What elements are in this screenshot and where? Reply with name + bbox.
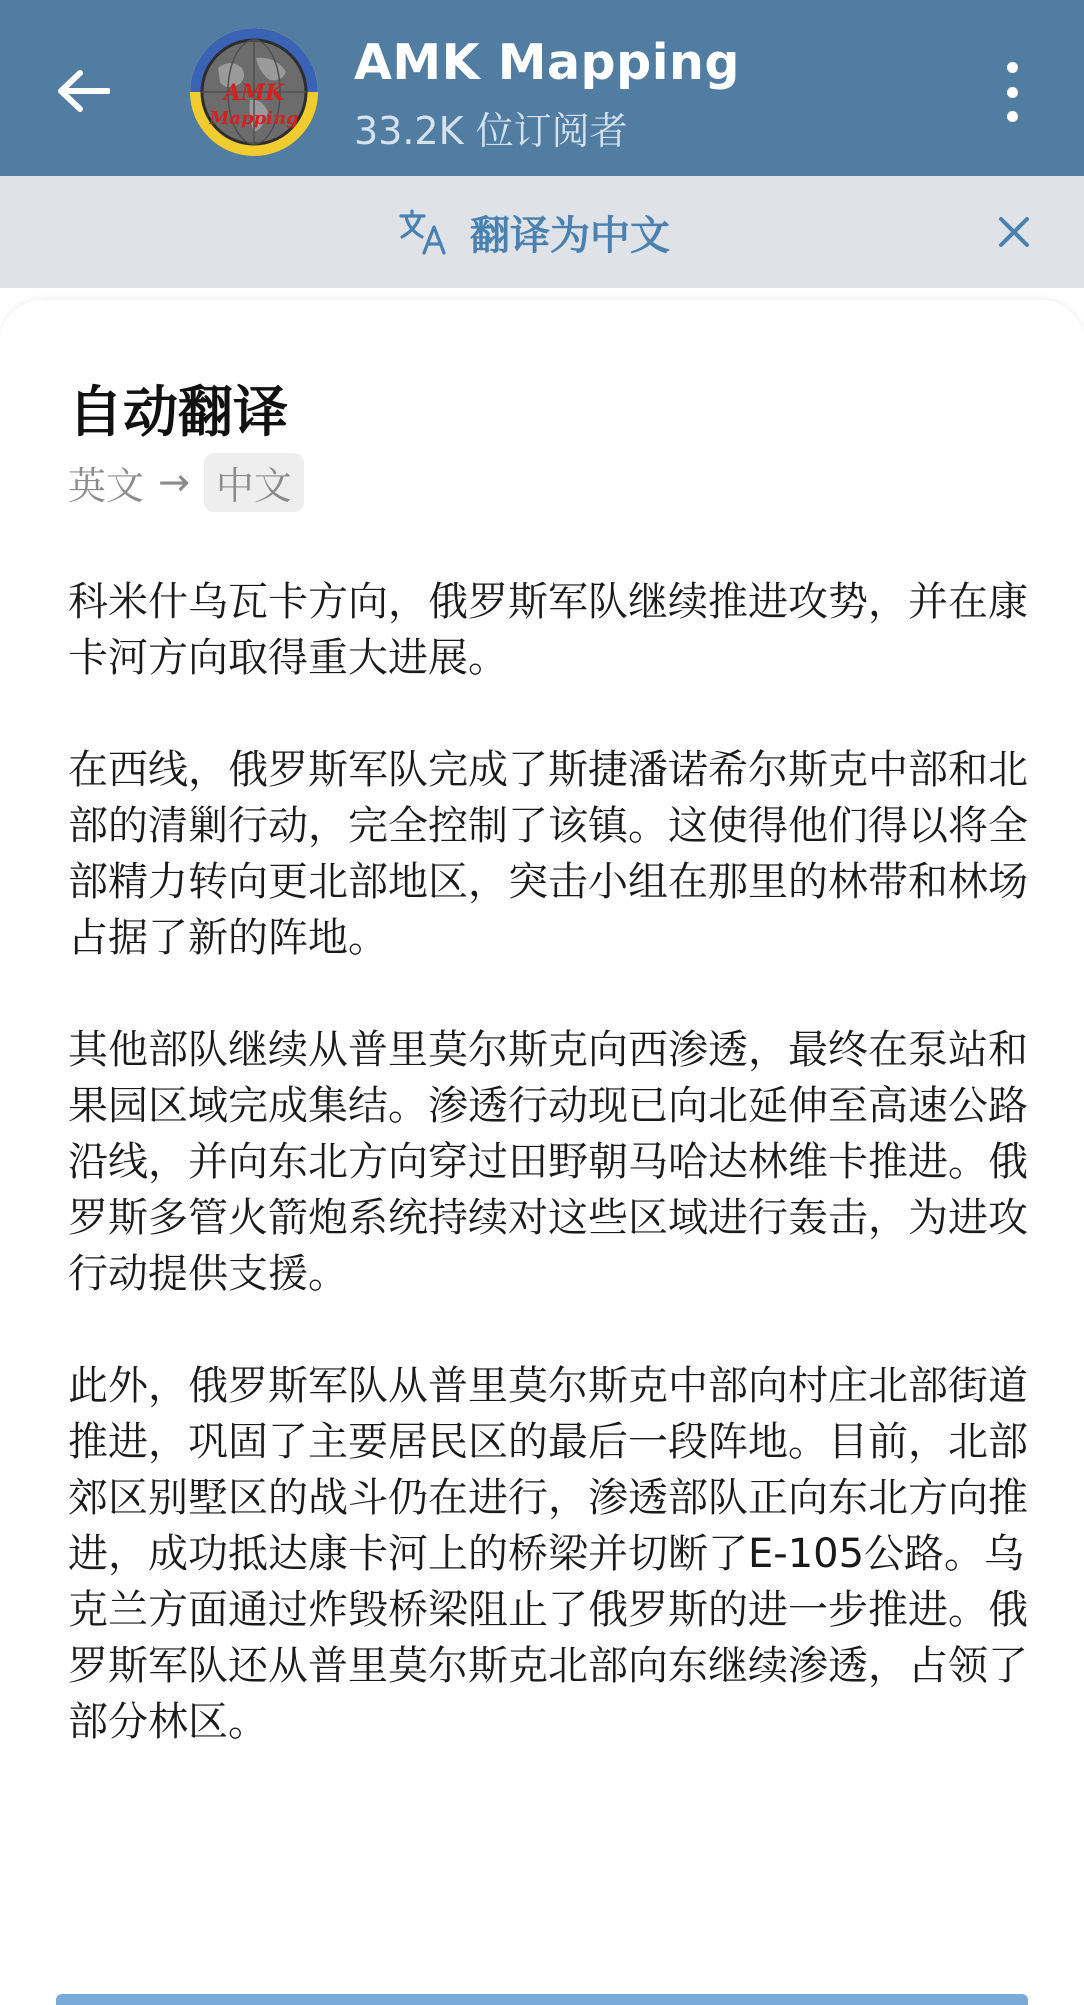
subscriber-count: 33.2K 位订阅者 <box>354 109 628 153</box>
bottom-action-edge <box>56 1994 1028 2005</box>
translated-text <box>68 574 1028 1806</box>
paragraph: 其他部队继续从普里莫尔斯克向西渗透，最终在泵站和果园区域完成集结。渗透行动现已向北延伸至高速公路沿线，并向东北方向穿过田野朝马哈达林维卡推进。俄罗斯多管火箭炮系统持续对这些区域进行轰击，为进攻行动提供支援。 <box>68 1027 1028 1297</box>
more-options-button[interactable] <box>990 62 1034 122</box>
back-button[interactable] <box>50 58 116 124</box>
svg-text:AMK: AMK <box>223 80 285 106</box>
source-language: 英文 <box>68 463 145 508</box>
sheet-title: 自动翻译 <box>68 380 289 444</box>
paragraph: 科米什乌瓦卡方向，俄罗斯军队继续推进攻势，并在康卡河方向取得重大进展。 <box>68 579 1028 681</box>
target-language[interactable]: 中文 <box>204 453 304 512</box>
close-translate-button[interactable] <box>990 208 1038 256</box>
language-selector <box>68 454 304 510</box>
more-vertical-icon <box>1007 62 1018 73</box>
close-icon <box>996 214 1032 250</box>
paragraph: 在西线，俄罗斯军队完成了斯捷潘诺希尔斯克中部和北部的清剿行动，完全控制了该镇。这使得他们得以将全部精力转向更北部地区，突击小组在那里的林带和林场占据了新的阵地。 <box>68 747 1028 961</box>
channel-title[interactable]: AMK Mapping <box>354 34 740 91</box>
arrow-left-icon <box>56 69 110 113</box>
translate-label: 翻译为中文 <box>470 212 670 259</box>
channel-header <box>0 0 1084 176</box>
channel-avatar[interactable] <box>190 28 318 156</box>
paragraph: 此外，俄罗斯军队从普里莫尔斯克中部向村庄北部街道推进，巩固了主要居民区的最后一段阵地。目前，北部郊区别墅区的战斗仍在进行，渗透部队正向东北方向推进，成功抵达康卡河上的桥梁并切断了E-105公路。乌克兰方面通过炸毁桥梁阻止了俄罗斯的进一步推进。俄罗斯军队还从普里莫尔斯克北部向东继续渗透，占领了部分林区。 <box>68 1363 1028 1745</box>
svg-text:Mapping: Mapping <box>209 108 299 129</box>
translate-button[interactable] <box>398 204 670 260</box>
arrow-right-icon: → <box>158 460 190 504</box>
globe-logo <box>190 28 318 156</box>
translate-icon <box>398 207 448 257</box>
